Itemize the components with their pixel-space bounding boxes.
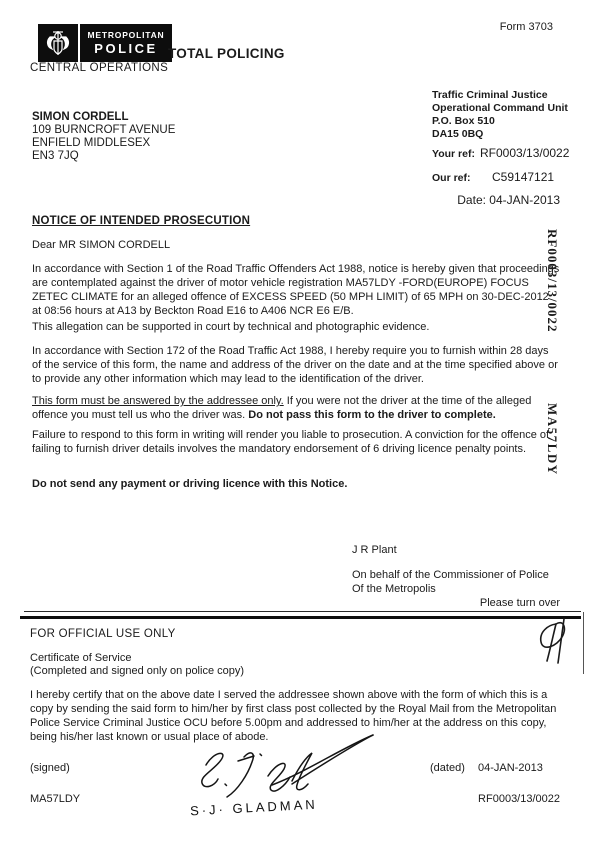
- certificate-title: Certificate of Service: [30, 652, 132, 664]
- footer-registration: MA57LDY: [30, 793, 81, 805]
- handwritten-signature-icon: [168, 733, 378, 808]
- sender-po-box: P.O. Box 510: [432, 115, 495, 127]
- department-central-operations: CENTRAL OPERATIONS: [30, 62, 169, 74]
- signatory-role: [352, 568, 549, 596]
- vertical-registration: MA57LDY: [545, 403, 560, 476]
- handwritten-initials-icon: [534, 616, 572, 677]
- signatory-role-line1: On behalf of the Commissioner of Police: [352, 569, 549, 581]
- scan-edge-line: [583, 612, 584, 674]
- sender-unit-line1: Traffic Criminal Justice: [432, 89, 548, 101]
- please-turn-over: Please turn over: [479, 597, 560, 609]
- paragraph-allegation: This allegation can be supported in court by technical and photographic evidence.: [32, 321, 430, 333]
- signed-label: (signed): [30, 762, 70, 774]
- dated-value: 04-JAN-2013: [478, 762, 543, 774]
- signatory-name: J R Plant: [352, 544, 397, 556]
- addressee-only-normal: If you were not the driver at the time of the alleged offence you must tell us who the driver was.: [32, 395, 532, 421]
- notice-title: NOTICE OF INTENDED PROSECUTION: [32, 215, 251, 227]
- recipient-postcode: EN3 7JQ: [32, 150, 79, 162]
- sender-postcode: DA15 0BQ: [432, 128, 484, 140]
- form-number: Form 3703: [499, 21, 553, 33]
- met-police-logo: [38, 24, 172, 62]
- certificate-subtitle: (Completed and signed only on police copy): [30, 665, 245, 677]
- brand-line-police: POLICE: [94, 41, 158, 56]
- our-ref-value: C59147121: [492, 170, 555, 184]
- divider-thick: [20, 616, 581, 619]
- signatory-role-line2: Of the Metropolis: [352, 583, 436, 595]
- met-police-crest-icon: [38, 24, 78, 62]
- dated-label: (dated): [430, 762, 465, 774]
- footer-reference: RF0003/13/0022: [478, 793, 560, 805]
- your-ref-label: Your ref:: [432, 148, 475, 160]
- met-police-wordmark: [80, 24, 172, 62]
- certificate-body: I hereby certify that on the above date I served the addressee shown above with the form of which this is a copy by sending the said form to him/her by first class post collected by the Royal Mail from the Metropolitan Police Service Criminal Justice OCU before 5.00pm and addressed to him/her at the address on this copy, being his/her last known or usual place of abode.: [30, 689, 557, 743]
- salutation: Dear MR SIMON CORDELL: [32, 239, 171, 251]
- sender-address-block: [432, 89, 568, 141]
- addressee-only-underlined: This form must be answered by the addressee only.: [32, 395, 284, 407]
- paragraph-section-172: In accordance with Section 172 of the Road Traffic Act 1988, I hereby require you to furnish within 28 days of the service of this form, the name and address of the driver on the date and at the time specified above or to provide any other information which may lead to the identification of the driver.: [32, 345, 558, 385]
- signature-caption: S·J· GLADMAN: [189, 796, 319, 819]
- paragraph-addressee-only: [32, 394, 560, 422]
- divider-thin: [24, 611, 581, 612]
- official-use-heading: FOR OFFICIAL USE ONLY: [30, 628, 176, 640]
- recipient-address-line2: ENFIELD MIDDLESEX: [32, 137, 151, 149]
- recipient-address-line1: 109 BURNCROFT AVENUE: [32, 124, 176, 136]
- recipient-address-block: [32, 111, 175, 163]
- paragraph-offence: In accordance with Section 1 of the Road Traffic Offenders Act 1988, notice is hereby given that proceedings are contemplated against the driver of motor vehicle registration MA57LDY -FORD(EUROPE) FOCUS ZETEC CLIMATE for an alleged offence of EXCESS SPEED (50 MPH LIMIT) of 65 MPH on 30-DEC-2012 at 08:56 hours at A13 by Beckton Road E16 to A406 NCR E6 E/B.: [32, 263, 560, 317]
- sender-unit-line2: Operational Command Unit: [432, 102, 568, 114]
- our-ref-label: Our ref:: [432, 172, 471, 184]
- date-line: Date: 04-JAN-2013: [457, 193, 560, 207]
- certificate-of-service: [30, 652, 244, 678]
- paragraph-no-payment: Do not send any payment or driving licence with this Notice.: [32, 478, 348, 490]
- your-ref-value: RF0003/13/0022: [480, 146, 570, 160]
- paragraph-failure-to-respond: Failure to respond to this form in writing will render you liable to prosecution. A conviction for the offence of failing to furnish driver details involves the mandatory endorsement of 6 driving licence penalty points.: [32, 429, 550, 455]
- brand-line-metropolitan: METROPOLITAN: [87, 30, 165, 40]
- recipient-name: SIMON CORDELL: [32, 111, 129, 123]
- vertical-ref-number: RF0003/13/0022: [545, 229, 560, 333]
- addressee-only-bold: Do not pass this form to the driver to complete.: [248, 409, 496, 421]
- tagline-total-policing: TOTAL POLICING: [168, 46, 285, 61]
